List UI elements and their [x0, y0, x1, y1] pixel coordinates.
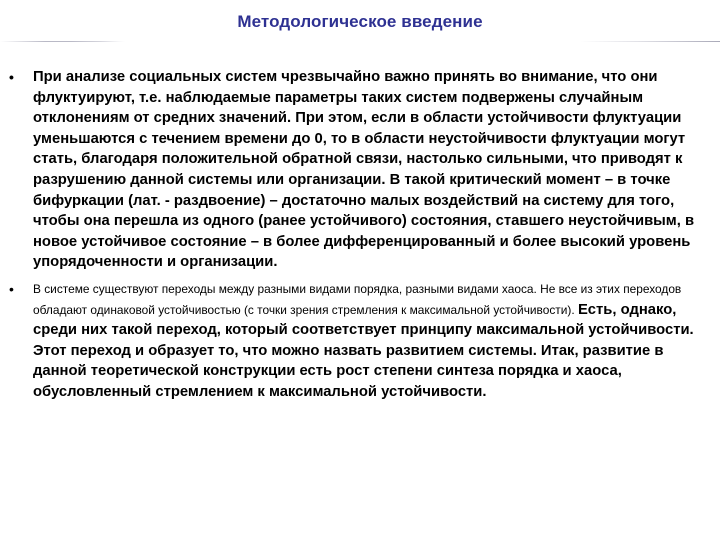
bullet-marker: • [9, 69, 14, 85]
bullet-item-1 [0, 67, 720, 273]
bullet-text: При анализе социальных систем чрезвычайно важно принять во внимание, что они флуктуируют, т.е. наблюдаемые параметры таких систем подвержены случайным отклонениям от средних значений. При этом, если в области устойчивости флуктуации уменьшаются с течением времени до 0, то в области неустойчивости флуктуации могут стать, благодаря положительной обратной связи, настолько сильными, что приводят к разрушению данной системы или организации. В такой критический момент – в точке бифуркации (лат. - раздвоение) – достаточно малых воздействий на систему для того, чтобы она перешла из одного (ранее устойчивого) состояния, ставшего неустойчивым, в новое устойчивое состояние – в более дифференцированный и более высокий уровень упорядоченности и организации. [33, 69, 695, 271]
bullet-text-regular: В системе существуют переходы между разными видами порядка, разными видами хаоса. Не все из этих переходов обладают одинаковой устойчивостью (с точки зрения стремления к максимальной устойчивости). [33, 281, 682, 317]
bullet-item-2 [0, 279, 720, 403]
bullet-marker: • [9, 280, 14, 297]
title-divider [0, 41, 720, 42]
bullet-text-bold: Есть, однако, среди них такой переход, который соответствует принципу максимальной устойчивости. Этот переход и образует то, что можно назвать развитием системы. Итак, развитие в данной теоретической конструкции есть рост степени синтеза порядка и хаоса, обусловленный стремлением к максимальной устойчивости. [33, 301, 694, 400]
slide-title: Методологическое введение [237, 12, 483, 31]
slide-body [0, 67, 720, 403]
